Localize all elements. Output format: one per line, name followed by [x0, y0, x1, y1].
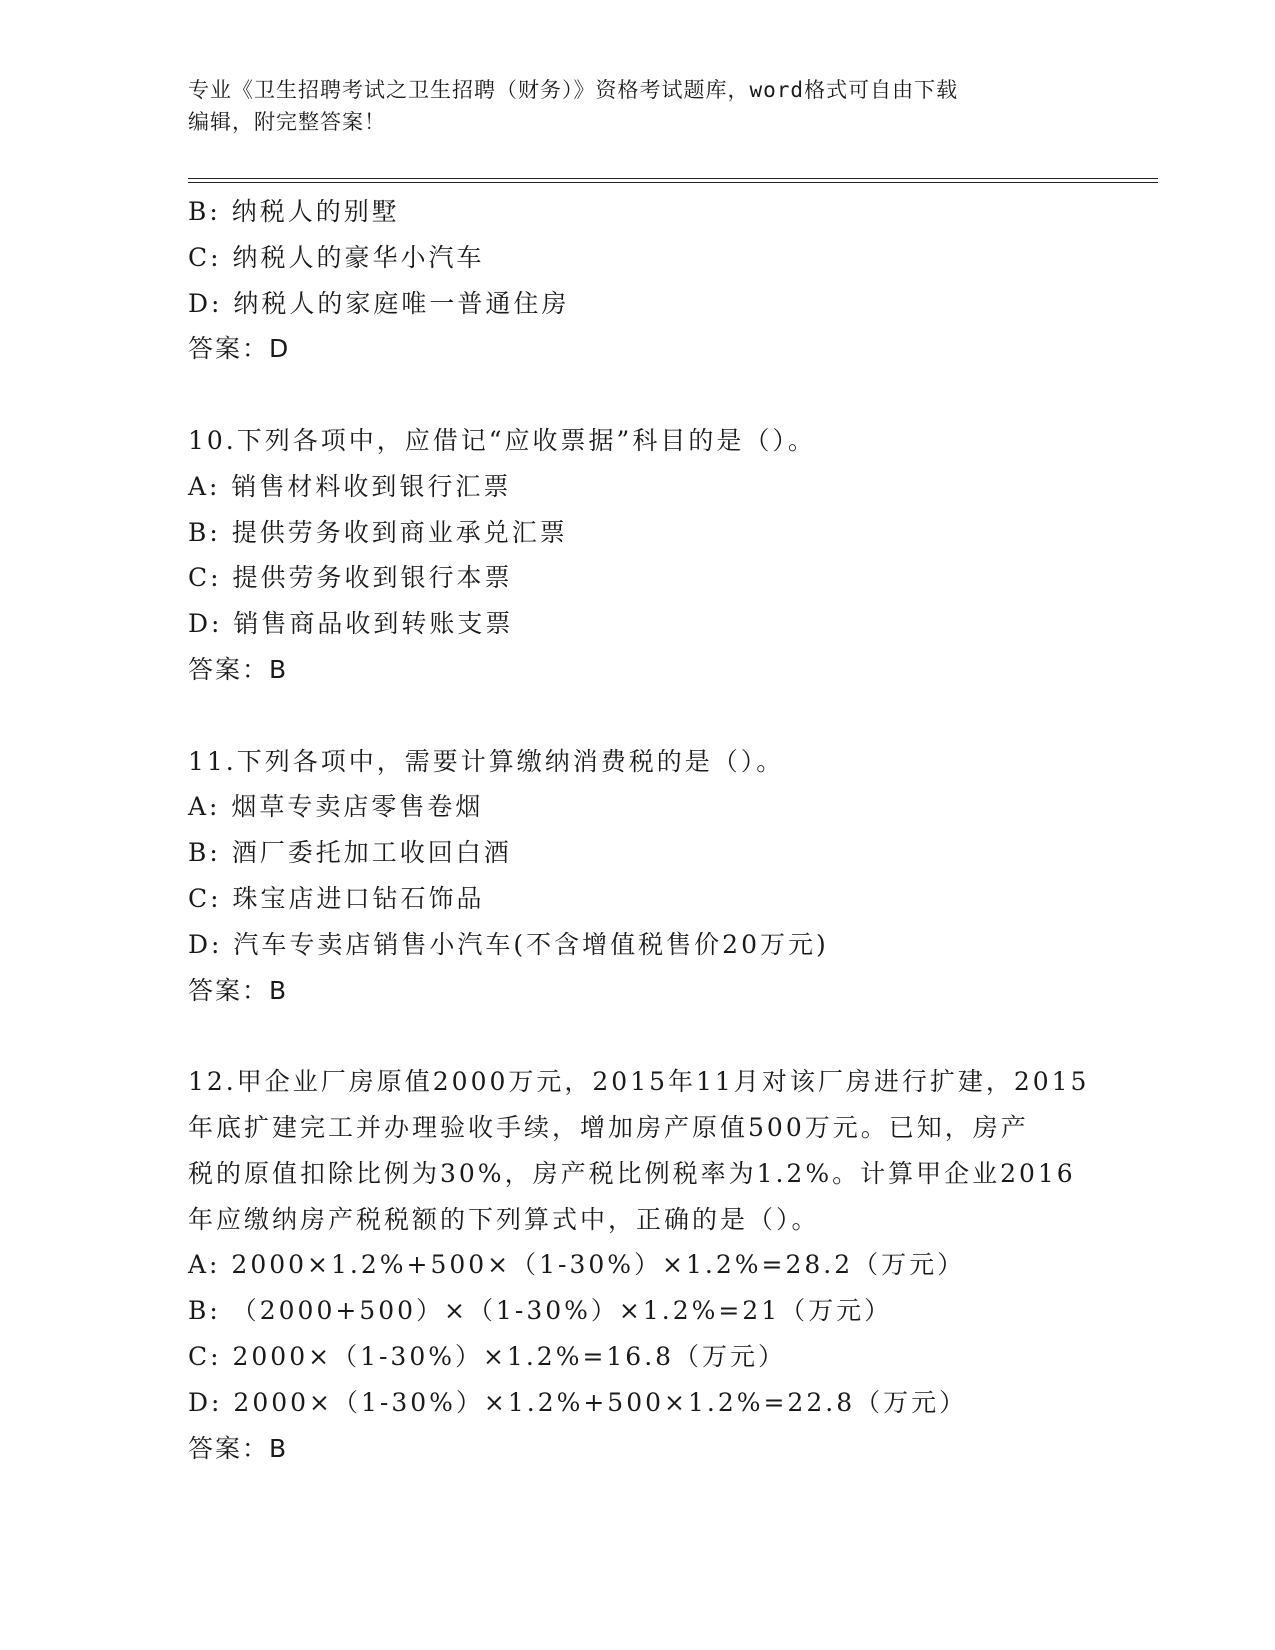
question-stem-line: 年应缴纳房产税税额的下列算式中，正确的是（）。 — [188, 1204, 820, 1234]
option-b: B: （2000+500）×（1-30%）×1.2%=21（万元） — [188, 1296, 893, 1326]
answer-label: 答案：B — [188, 975, 289, 1005]
answer-label: 答案：B — [188, 1433, 289, 1463]
question-9-tail — [188, 189, 1088, 372]
option-c: C: 提供劳务收到银行本票 — [188, 563, 513, 593]
answer-label: 答案：B — [188, 654, 289, 684]
question-list — [188, 189, 1088, 1471]
option-b: B: 纳税人的别墅 — [188, 197, 400, 226]
header-rule-bottom — [188, 182, 1158, 183]
option-a: A: 烟草专卖店零售卷烟 — [188, 792, 484, 822]
spacer — [188, 693, 1088, 739]
answer-label: 答案：D — [188, 334, 291, 364]
option-c: C: 纳税人的豪华小汽车 — [188, 242, 485, 272]
question-stem-line: 12.甲企业厂房原值2000万元，2015年11月对该厂房进行扩建，2015 — [188, 1067, 1090, 1097]
option-d: D: 销售商品收到转账支票 — [188, 609, 514, 639]
header-line-2: 编辑，附完整答案！ — [188, 110, 386, 134]
option-d: D: 2000×（1-30%）×1.2%+500×1.2%=22.8（万元） — [188, 1387, 968, 1417]
option-a: A: 销售材料收到银行汇票 — [188, 471, 512, 501]
question-stem-line: 税的原值扣除比例为30%，房产税比例税率为1.2%。计算甲企业2016 — [188, 1158, 1076, 1188]
option-b: B: 提供劳务收到商业承兑汇票 — [188, 517, 568, 547]
option-c: C: 珠宝店进口钻石饰品 — [188, 883, 485, 913]
option-a: A: 2000×1.2%+500×（1-30%）×1.2%=28.2（万元） — [188, 1250, 966, 1280]
option-b: B: 酒厂委托加工收回白酒 — [188, 838, 512, 868]
option-d: D: 汽车专卖店销售小汽车(不含增值税售价20万元) — [188, 929, 829, 959]
header-line-1: 专业《卫生招聘考试之卫生招聘（财务）》资格考试题库，word格式可自由下载 — [188, 78, 959, 102]
spacer — [188, 1013, 1088, 1059]
question-stem-line: 年底扩建完工并办理验收手续，增加房产原值500万元。已知，房产 — [188, 1112, 1029, 1142]
spacer — [188, 372, 1088, 418]
question-stem — [188, 1059, 1088, 1242]
option-d: D: 纳税人的家庭唯一普通住房 — [188, 288, 570, 318]
question-stem: 11.下列各项中，需要计算缴纳消费税的是（）。 — [188, 746, 785, 776]
question-12 — [188, 1059, 1088, 1471]
question-10 — [188, 418, 1088, 693]
header-rule-top — [188, 178, 1158, 179]
document-header — [188, 74, 1088, 138]
question-stem: 10.下列各项中，应借记“应收票据”科目的是（）。 — [188, 425, 816, 455]
question-11 — [188, 739, 1088, 1014]
option-c: C: 2000×（1-30%）×1.2%=16.8（万元） — [188, 1341, 787, 1371]
